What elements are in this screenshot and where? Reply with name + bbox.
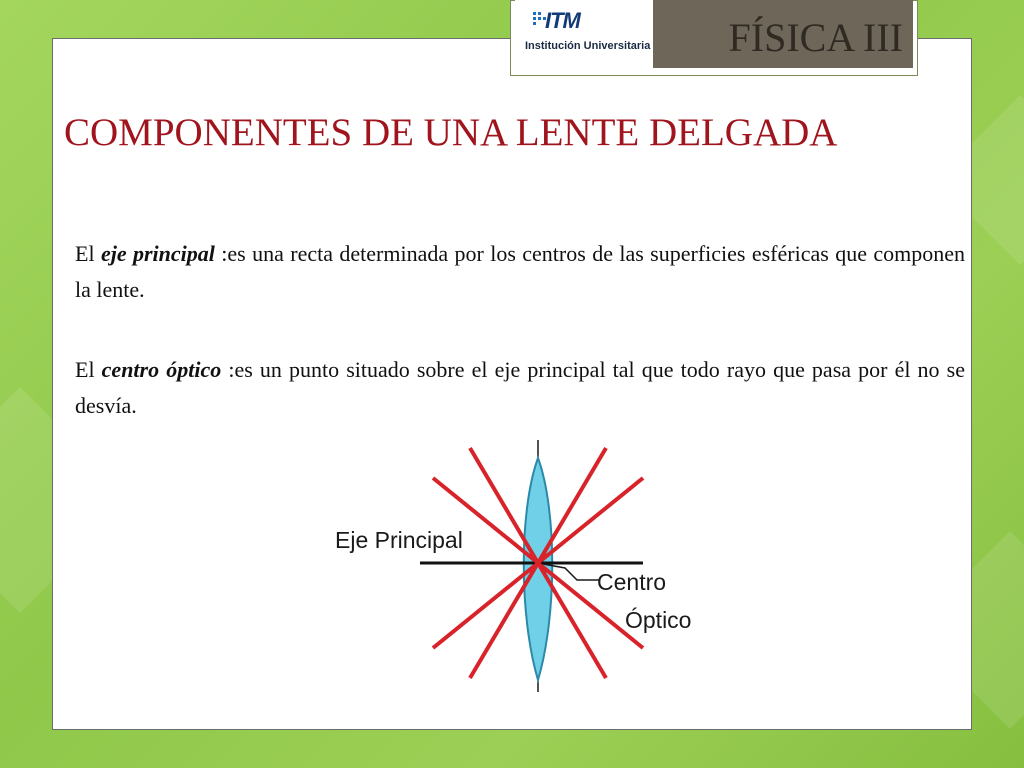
- term-centro-optico: centro óptico: [101, 357, 222, 382]
- axis-label: Eje Principal: [335, 527, 463, 553]
- course-title: FÍSICA III: [728, 15, 903, 60]
- logo-text: Institución Universitaria: [525, 40, 651, 52]
- slide-title: COMPONENTES DE UNA LENTE DELGADA: [64, 111, 838, 154]
- paragraph-centro-optico: [75, 352, 965, 424]
- para-prefix: El: [75, 241, 101, 266]
- center-label-line2: Óptico: [625, 607, 692, 633]
- center-label-line1: Centro: [597, 569, 667, 595]
- logo-mark: ITM: [545, 8, 580, 33]
- paragraph-eje-principal: [75, 236, 965, 308]
- term-eje-principal: eje principal: [100, 241, 215, 266]
- course-box: [653, 0, 913, 68]
- thin-lens-diagram: [325, 430, 715, 700]
- para-body: :es una recta determinada por los centros de las superficies esféricas que componen la lente.: [75, 241, 965, 302]
- para-prefix: El: [75, 357, 102, 382]
- para-body: :es un punto situado sobre el eje principal tal que todo rayo que pasa por él no se desvía.: [75, 357, 965, 418]
- itm-logo: [515, 0, 653, 68]
